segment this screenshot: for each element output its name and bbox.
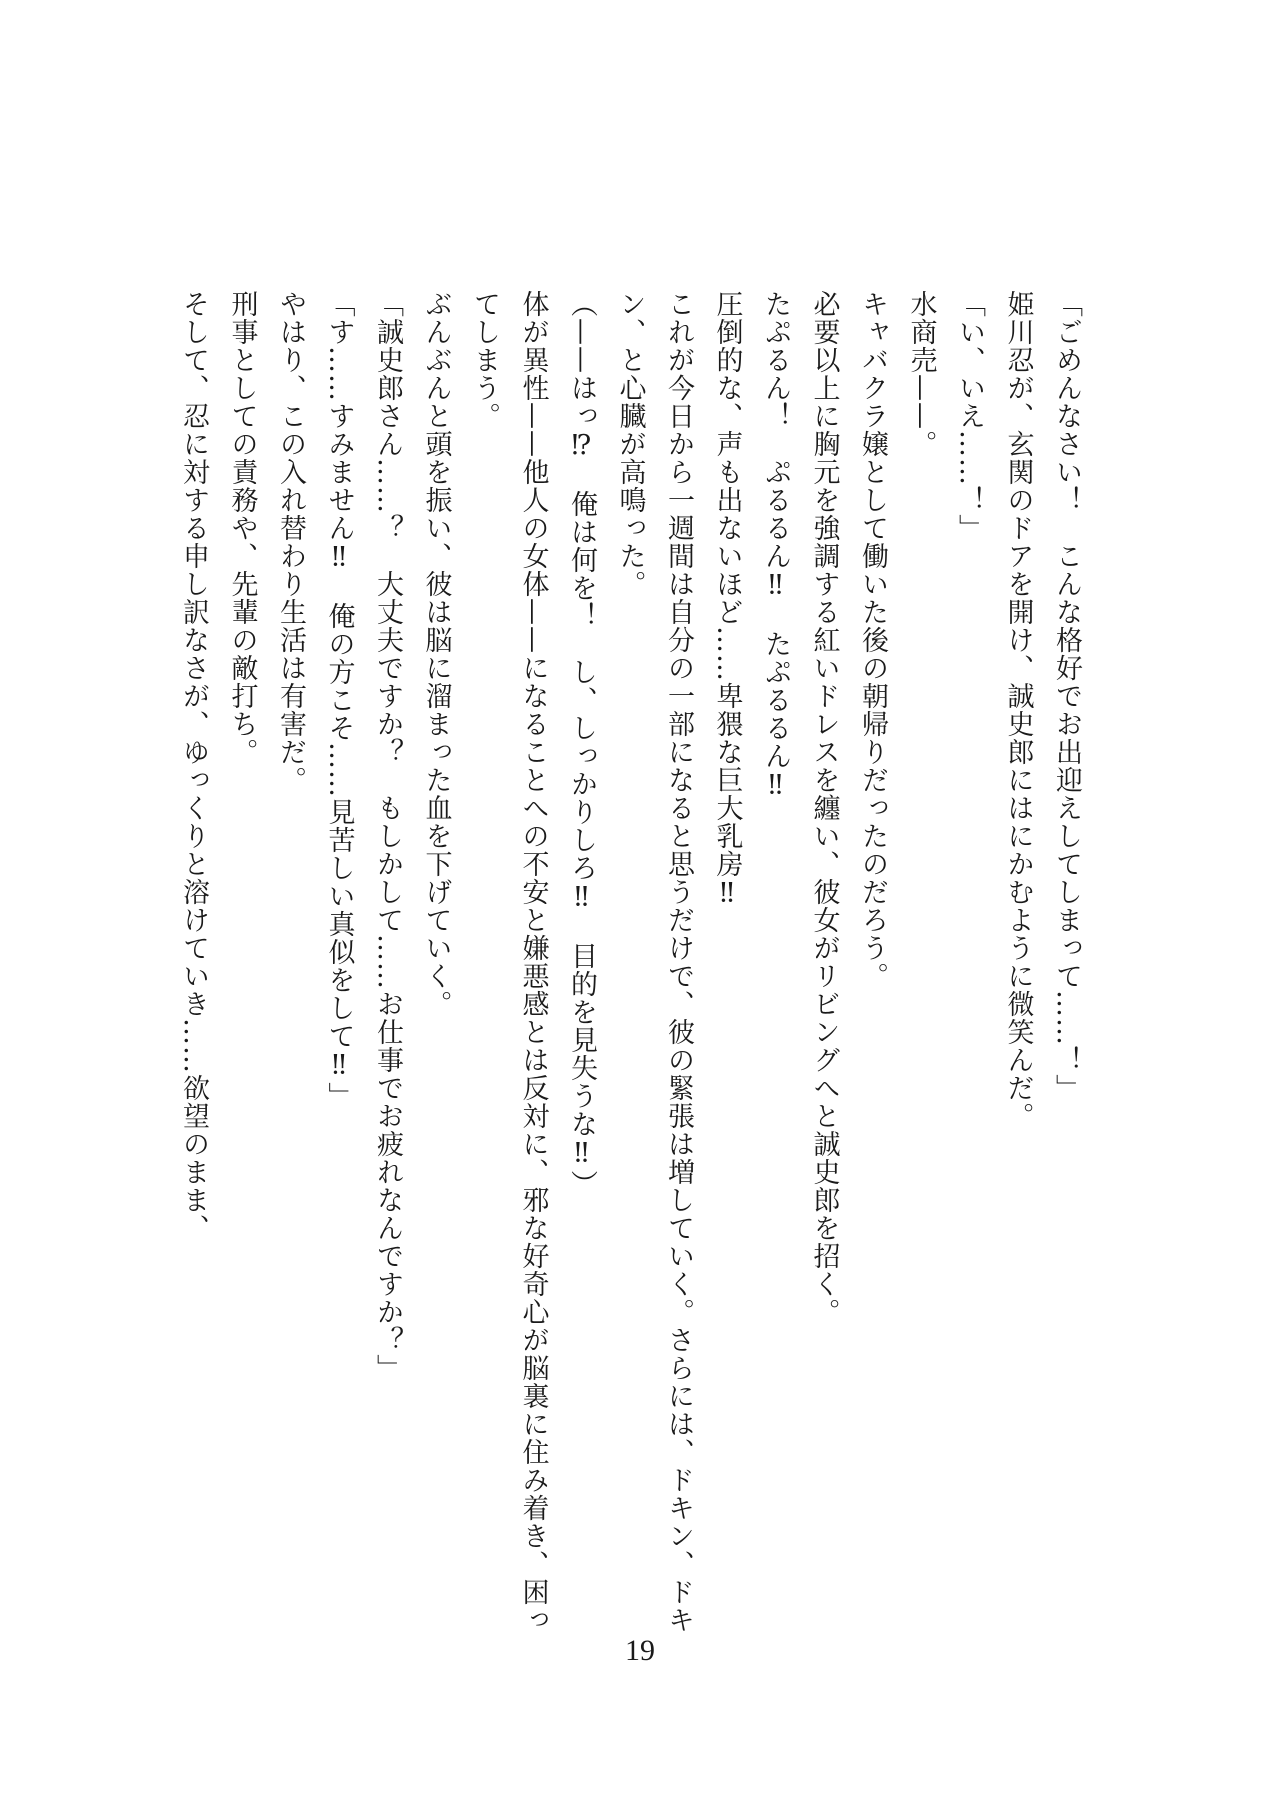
text-line: 圧倒的な、声も出ないほど……卑猥な巨大乳房‼ [711,290,743,910]
text-line: そして、忍に対する申し訳なさが、ゆっくりと溶けていき……欲望のまま、 [178,290,209,1242]
text-line: キャバクラ嬢として働いた後の朝帰りだったのだろう。 [857,290,888,990]
text-line: 「ごめんなさい！ こんな格好でお出迎えしてしまって……！」 [1051,290,1082,1102]
text-line: たぷるん！ ぷるるん‼ たぷるるん‼ [760,290,791,802]
text-line: 姫川忍が、玄関のドアを開け、誠史郎にはにかむように微笑んだ。 [1002,290,1034,1130]
vertical-text-block [169,290,1091,1650]
text-line: 体が異性——他人の女体——になることへの不安と嫌悪感とは反対に、邪な好奇心が脳裏に住み着き、困ってしまう。 [469,290,549,1634]
text-line: これが今日から一週間は自分の一部になると思うだけで、彼の緊張は増していく。さらには、ドキン、ドキン、と心臓が高鳴った。 [614,290,694,1634]
text-line: 「誠史郎さん……？ 大丈夫ですか？ もしかして……お仕事でお疲れなんですか？」 [372,290,403,1382]
text-line: （——はっ⁉ 俺は何を！ し、しっかりしろ‼ 目的を見失うな‼） [566,290,597,1198]
text-line: 「す……すみません‼ 俺の方こそ……見苦しい真似をして‼」 [323,290,355,1110]
text-line: ぶんぶんと頭を振い、彼は脳に溜まった血を下げていく。 [420,290,452,1018]
page-number: 19 [625,1634,655,1667]
text-line: 刑事としての責務や、先輩の敵打ち。 [226,290,258,766]
text-line: 水商売——。 [905,290,937,458]
text-line: 「い、いえ……！」 [954,290,985,542]
text-line: 必要以上に胸元を強調する紅いドレスを纏い、彼女がリビングへと誠史郎を招く。 [808,290,840,1326]
text-line: やはり、この入れ替わり生活は有害だ。 [275,290,306,794]
